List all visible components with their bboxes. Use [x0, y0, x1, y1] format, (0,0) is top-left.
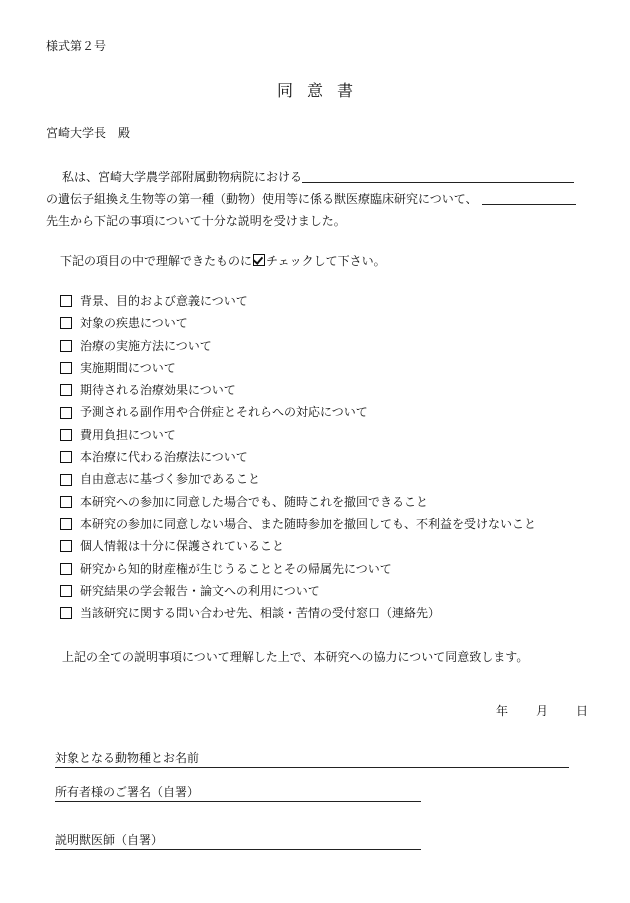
checkbox[interactable]: [60, 563, 72, 575]
checklist-item: [60, 401, 536, 423]
checklist-item-label: 実施期間について: [80, 360, 176, 375]
intro-line-1: [46, 166, 574, 188]
checklist-item-label: 期待される治療効果について: [80, 383, 236, 398]
owner-signature-label: 所有者様のご署名（自署）: [55, 785, 200, 799]
check-instruction: [60, 252, 386, 269]
checklist: [60, 290, 536, 624]
checklist-item: [60, 513, 536, 535]
checklist-item-label: 自由意志に基づく参加であること: [80, 472, 261, 487]
checklist-item-label: 費用負担について: [80, 427, 176, 442]
intro-line-3: [46, 210, 346, 232]
checklist-item-label: 個人情報は十分に保護されていること: [80, 539, 285, 554]
checklist-item-label: 当該研究に関する問い合わせ先、相談・苦情の受付窓口（連絡先）: [80, 606, 441, 621]
animal-name-label: 対象となる動物種とお名前: [55, 751, 200, 765]
checkbox[interactable]: [60, 317, 72, 329]
owner-signature-field[interactable]: [55, 784, 421, 802]
checklist-item: [60, 357, 536, 379]
animal-name-field[interactable]: [55, 750, 569, 768]
doctor-name-field[interactable]: [482, 190, 576, 205]
checklist-item: [60, 335, 536, 357]
checkbox[interactable]: [60, 540, 72, 552]
checkbox[interactable]: [60, 585, 72, 597]
checklist-item-label: 予測される副作用や合併症とそれらへの対応について: [80, 405, 368, 420]
checklist-item-label: 本研究への参加に同意した場合でも、随時これを撤回できること: [80, 494, 429, 509]
checklist-item: [60, 491, 536, 513]
page-title: 同意書: [276, 81, 367, 100]
intro-line-2: [46, 188, 576, 210]
closing-statement: 上記の全ての説明事項について理解した上で、本研究への協力について同意致します。: [62, 650, 529, 664]
checklist-item-label: 研究結果の学会報告・論文への利用について: [80, 583, 320, 598]
addressee: 宮崎大学長 殿: [46, 126, 131, 140]
form-number: 様式第２号: [46, 39, 107, 53]
checkbox[interactable]: [60, 474, 72, 486]
checklist-item: [60, 424, 536, 446]
checklist-item: [60, 290, 536, 312]
checklist-item: [60, 312, 536, 334]
intro-text-2: の遺伝子組換え生物等の第一種（動物）使用等に係る獣医療臨床研究について、: [46, 192, 478, 206]
checklist-item-label: 背景、目的および意義について: [80, 294, 248, 308]
vet-signature-field[interactable]: [55, 832, 421, 850]
checkbox[interactable]: [60, 384, 72, 396]
checkbox[interactable]: [60, 407, 72, 419]
checkbox[interactable]: [60, 496, 72, 508]
checklist-item-label: 治療の実施方法について: [80, 338, 212, 353]
checklist-item: [60, 446, 536, 468]
checklist-item-label: 本治療に代わる治療法について: [80, 450, 248, 465]
check-instruction-after: チェックして下さい。: [266, 254, 386, 268]
date-day-label: 日: [576, 704, 589, 718]
checklist-item: [60, 558, 536, 580]
checkbox[interactable]: [60, 518, 72, 530]
intro-text-1: 私は、宮崎大学農学部附属動物病院における: [62, 170, 303, 184]
checkbox[interactable]: [60, 362, 72, 374]
checklist-item-label: 研究から知的財産権が生じうることとその帰属先について: [80, 561, 392, 576]
date-line: [496, 702, 588, 719]
check-instruction-before: 下記の項目の中で理解できたものに: [60, 254, 253, 268]
checklist-item: [60, 468, 536, 490]
date-month-label: 月: [536, 704, 549, 718]
date-year-label: 年: [496, 704, 509, 718]
checkbox[interactable]: [60, 451, 72, 463]
research-title-field[interactable]: [302, 168, 574, 183]
checklist-item-label: 対象の疾患について: [80, 316, 188, 331]
checkbox[interactable]: [60, 607, 72, 619]
checkbox[interactable]: [60, 295, 72, 307]
checklist-item: [60, 379, 536, 401]
checklist-item: [60, 602, 536, 624]
checkbox[interactable]: [60, 429, 72, 441]
checklist-item: [60, 580, 536, 602]
intro-text-3: 先生から下記の事項について十分な説明を受けました。: [46, 214, 346, 228]
checklist-item-label: 本研究の参加に同意しない場合、また随時参加を撤回しても、不利益を受けないこと: [80, 516, 537, 531]
vet-signature-label: 説明獣医師（自署）: [55, 833, 164, 847]
checkbox[interactable]: [60, 340, 72, 352]
checkmark-icon: [253, 254, 265, 266]
checklist-item: [60, 535, 536, 557]
